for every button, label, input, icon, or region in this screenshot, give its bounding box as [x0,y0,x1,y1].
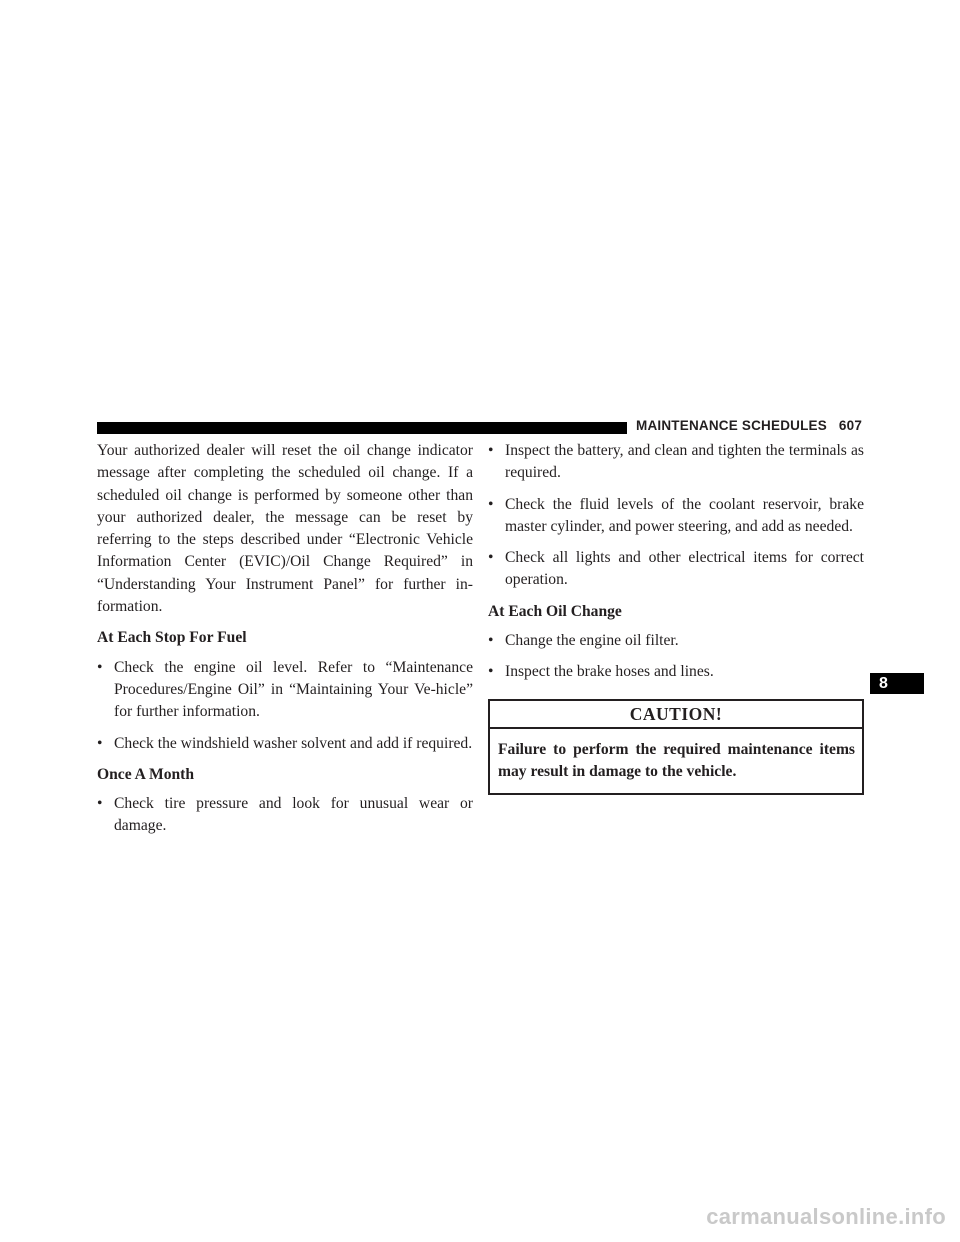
list-item [488,440,864,485]
month-list [97,793,473,838]
right-column [488,440,864,795]
oil-change-list [488,630,864,684]
bullet-icon: • [488,663,494,681]
list-item-text: Check all lights and other electrical items for correct operation. [505,549,864,589]
intro-paragraph: Your authorized dealer will reset the oil change indicator message after completing the scheduled oil change. If a scheduled oil change is performed by someone other than your authorized dealer, the message can be reset by referring to the steps described under “Electronic Vehicle Information Center (EVIC)/Oil Change Required” in “Understanding Your Instrument Panel” for further in-formation. [97,442,473,616]
list-item [488,630,864,652]
fuel-heading: At Each Stop For Fuel [97,629,247,647]
bullet-icon: • [488,442,494,459]
list-item-text: Check the windshield washer solvent and add if required. [114,734,473,752]
watermark: carmanualsonline.info [706,1204,946,1229]
list-item-text: Check tire pressure and look for unusual wear or damage. [114,795,473,835]
fuel-list [97,657,473,755]
list-item [97,733,473,755]
bullet-icon: • [97,658,103,676]
left-column [97,440,473,838]
section-title: MAINTENANCE SCHEDULES [636,418,827,433]
oil-change-heading: At Each Oil Change [488,602,622,620]
list-item [488,494,864,539]
header-rule [97,422,627,434]
list-item-text: Change the engine oil filter. [505,632,679,650]
list-item [488,547,864,592]
page-number: 607 [838,418,863,433]
list-item-text: Check the fluid levels of the coolant reservoir, brake master cylinder, and power steering, and add as needed. [505,495,864,535]
caution-box [488,699,864,796]
bullet-icon: • [488,632,494,650]
caution-body: Failure to perform the required maintenance items may result in damage to the vehicle. [498,740,855,780]
month-heading: Once A Month [97,765,195,783]
list-item [97,793,473,838]
month-list-continued [488,440,864,592]
running-header [636,418,862,433]
bullet-icon: • [97,734,103,752]
list-item-text: Inspect the brake hoses and lines. [505,663,714,681]
list-item-text: Check the engine oil level. Refer to “Maintenance Procedures/Engine Oil” in “Maintaining Your Ve-hicle” for further information. [114,658,473,721]
bullet-icon: • [488,495,494,513]
caution-title: CAUTION! [490,701,862,729]
bullet-icon: • [488,549,494,567]
list-item-text: Inspect the battery, and clean and tighten the terminals as required. [505,442,864,482]
bullet-icon: • [97,795,103,813]
list-item [97,657,473,724]
list-item [488,661,864,683]
section-tab: 8 [870,673,924,694]
